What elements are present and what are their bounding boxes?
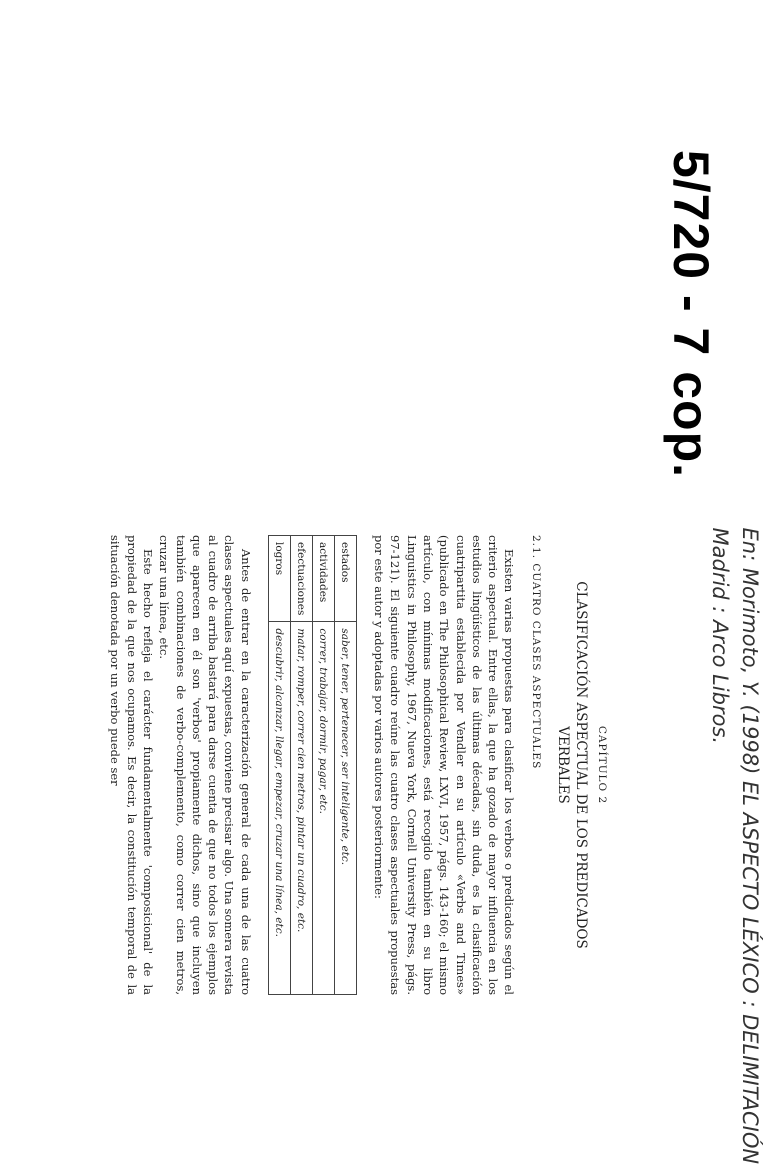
section-heading: 2.1. CUATRO CLASES ASPECTUALES	[529, 535, 542, 770]
table-cell-examples: saber, tener, pertenecer, ser inteligente, etc.	[334, 622, 356, 995]
table-row	[268, 536, 290, 995]
handwritten-note	[670, 525, 768, 1164]
stamp-text: 5/720 - 7 cop.	[663, 149, 719, 479]
table-cell-examples: correr, trabajar, dormir, pagar, etc.	[312, 622, 334, 995]
table-cell-label: efectuaciones	[290, 536, 312, 622]
paragraph-2: Antes de entrar en la caracterización general de cada una de las cuatro clases aspectuales aquí expuestas, conviene precisar algo. Una somera revista al cuadro de arriba bastará para darse cuenta de que no todos los ejemplos que aparecen en él son 'verbos' propiamente dichos, sino que incluyen también combinaciones de verbo-complemento, como correr cien metros, cruzar una línea, etc.	[157, 535, 253, 995]
chapter-label: CAPÍTULO 2	[596, 725, 608, 805]
handwritten-line-1: En: Morimoto, Y. (1998) EL ASPECTO LÉXICO : DELIMITACIÓN	[738, 527, 762, 1164]
table-row	[290, 536, 312, 995]
chapter-title-line-2: VERBALES	[554, 726, 571, 804]
copy-count-stamp	[648, 18, 734, 610]
aspectual-classes-table	[268, 535, 357, 995]
paragraph-1: Existen varias propuestas para clasificar los verbos o predicados según el criterio aspectual. Entre ellas, la que ha gozado de mayor influencia en los estudios lingüísticos de las últimas décadas, sin duda, es la clasificación cuatripartita establecida por Vendler en su artículo «Verbs and Times» (publicado en The Philosophical Review, LXVI, 1957, págs. 143-160; el mismo artículo, con mínimas modificaciones, está recogido también en su libro Linguistics in Philosophy, 1967, Nueva York, Cornell University Press, págs. 97-121). El siguiente cuadro reúne las cuatro clases aspectuales propuestas por este autor y adoptadas por varios autores posteriormente:	[372, 535, 517, 995]
chapter-title	[554, 535, 590, 995]
table-row	[334, 536, 356, 995]
table-cell-label: estados	[334, 536, 356, 622]
table-row	[312, 536, 334, 995]
table-cell-examples: matar, romper, correr cien metros, pintar un cuadro, etc.	[290, 622, 312, 995]
table-cell-label: actividades	[312, 536, 334, 622]
book-page	[45, 530, 615, 1000]
chapter-title-line-1: CLASIFICACIÓN ASPECTUAL DE LOS PREDICADOS	[572, 581, 589, 949]
paragraph-3: Este hecho refleja el carácter fundamentalmente 'composicional' de la propiedad de la que nos ocupamos. Es decir, la constitución temporal de la situación denotada por un verbo puede ser	[108, 535, 155, 995]
table-cell-label: logros	[268, 536, 290, 622]
table-cell-examples: descubrir, alcanzar, llegar, empezar, cruzar una línea, etc.	[268, 622, 290, 995]
handwritten-line-2: Madrid : Arco Libros.	[708, 527, 732, 744]
